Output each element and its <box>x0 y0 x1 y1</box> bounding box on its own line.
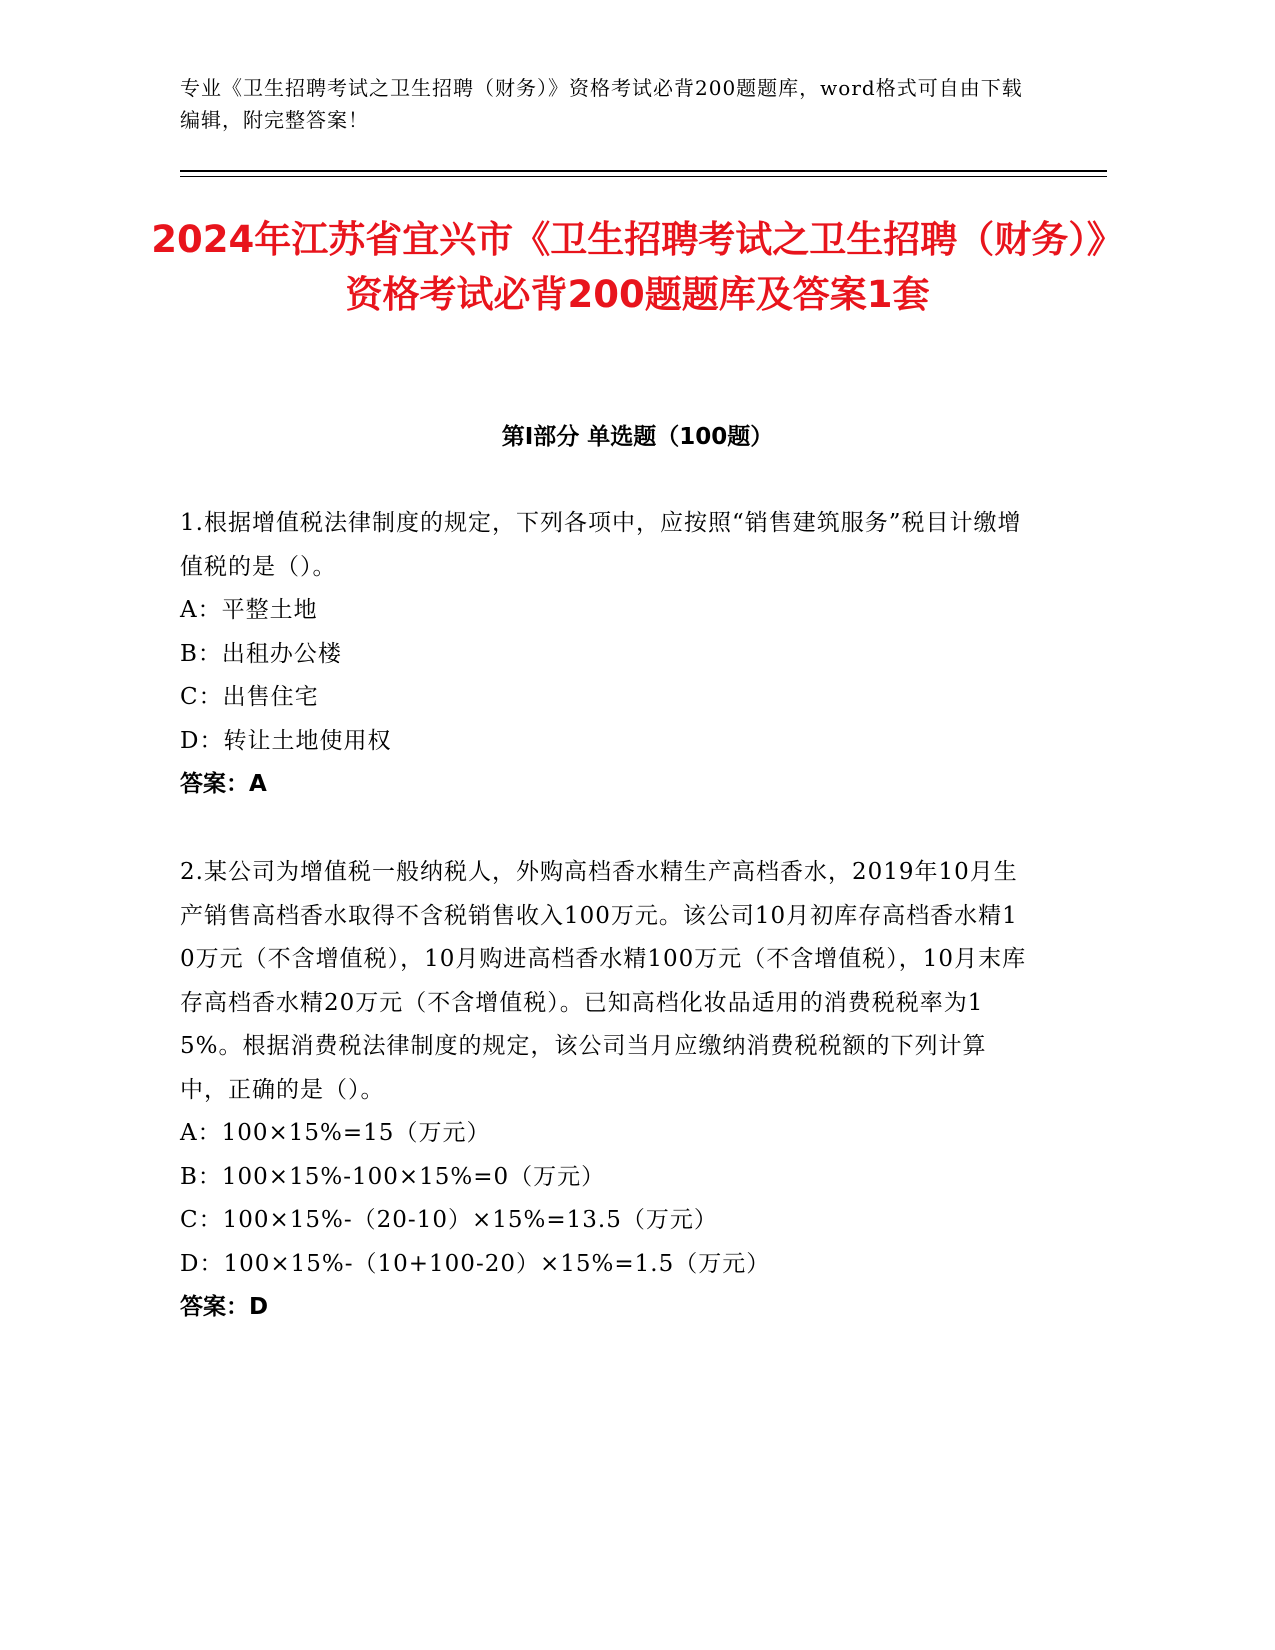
answer-line: 答案：A <box>180 771 267 797</box>
option-b: B：100×15%-100×15%=0（万元） <box>180 1163 606 1190</box>
option-c: C：出售住宅 <box>180 684 319 710</box>
document-title: 2024年江苏省宜兴市《卫生招聘考试之卫生招聘（财务）》资格考试必背200题题库及答案1套 <box>151 218 1124 316</box>
option-d: D：转让土地使用权 <box>180 727 392 754</box>
question-stem: 1.根据增值税法律制度的规定，下列各项中，应按照“销售建筑服务”税目计缴增值税的是（）。 <box>180 510 1022 580</box>
question-stem: 2.某公司为增值税一般纳税人，外购高档香水精生产高档香水，2019年10月生产销售高档香水取得不含税销售收入100万元。该公司10月初库存高档香水精10万元（不含增值税），10月购进高档香水精100万元（不含增值税），10月末库存高档香水精20万元（不含增值税）。已知高档化妆品适用的消费税税率为15%。根据消费税法律制度的规定，该公司当月应缴纳消费税税额的下列计算中，正确的是（）。 <box>180 859 1027 1103</box>
option-c: C：100×15%-（20-10）×15%=13.5（万元） <box>180 1207 718 1233</box>
question-2 <box>180 851 1030 1330</box>
header-divider-thin <box>180 176 1107 177</box>
header-note: 专业《卫生招聘考试之卫生招聘（财务）》资格考试必背200题题库，word格式可自由下载编辑，附完整答案！ <box>180 76 1023 132</box>
header-divider-thick <box>180 170 1107 172</box>
option-a: A：平整土地 <box>180 597 318 623</box>
option-b: B：出租办公楼 <box>180 640 342 667</box>
section-heading: 第Ⅰ部分 单选题（100题） <box>501 424 774 450</box>
option-d: D：100×15%-（10+100-20）×15%=1.5（万元） <box>180 1250 771 1277</box>
option-a: A：100×15%=15（万元） <box>180 1120 491 1146</box>
question-1 <box>180 502 1030 807</box>
answer-line: 答案：D <box>180 1294 269 1320</box>
